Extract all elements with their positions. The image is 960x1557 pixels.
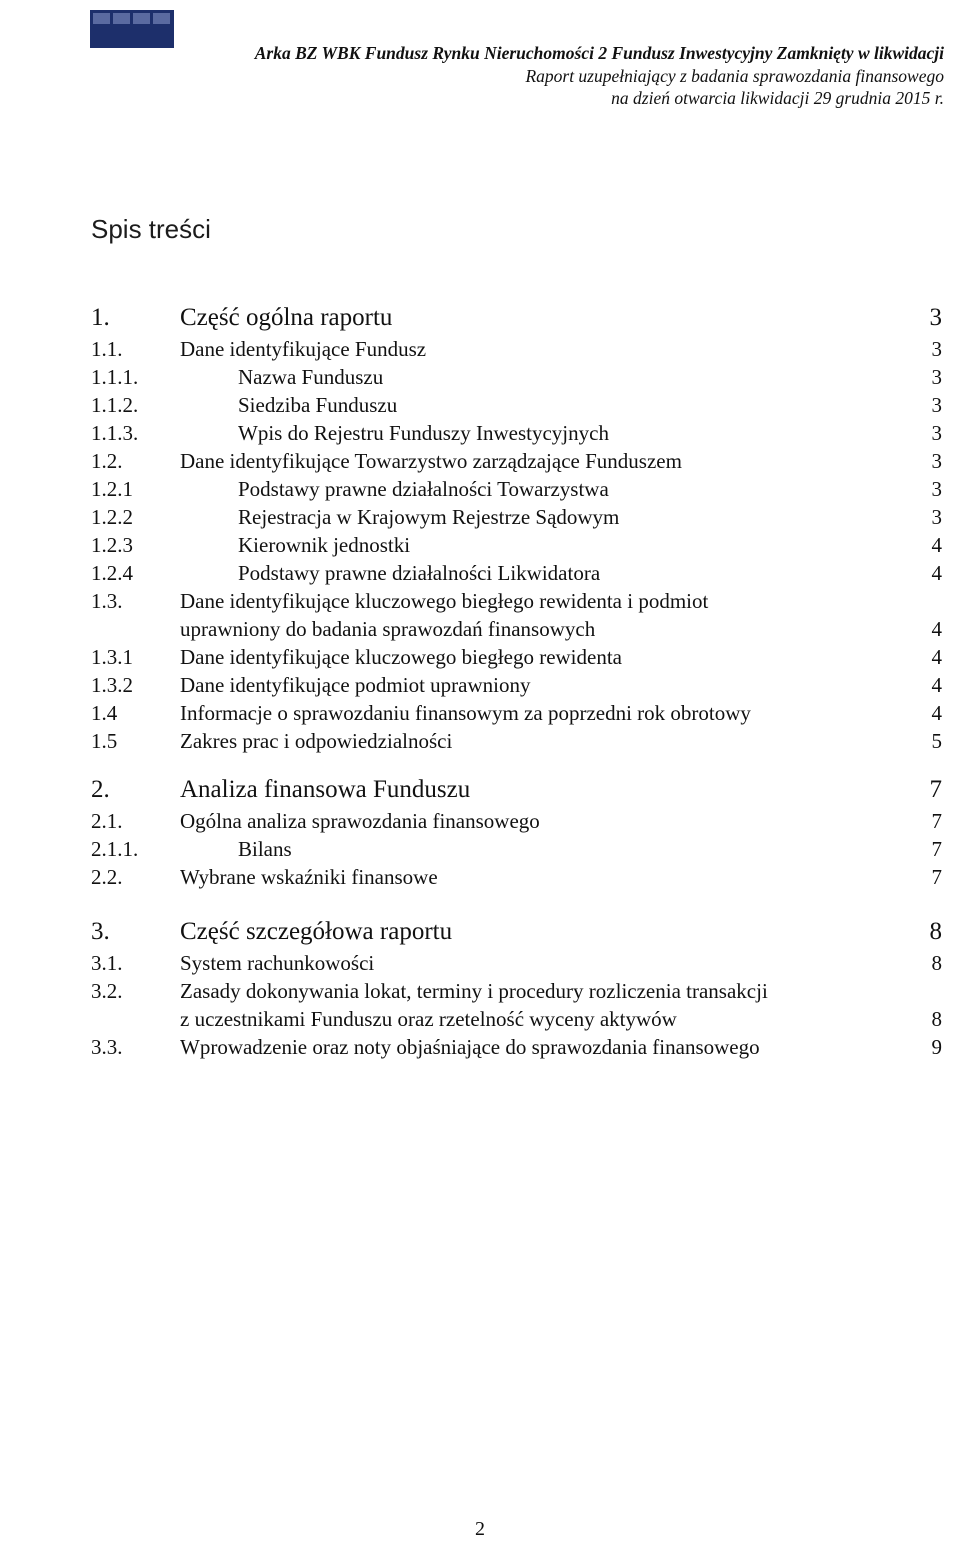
toc-entry-page: 7 bbox=[931, 809, 942, 833]
toc-entry-title-line2: z uczestnikami Funduszu oraz rzetelność wyceny aktywów bbox=[180, 1007, 677, 1031]
toc-entry-page: 4 bbox=[931, 561, 942, 585]
toc-entry-page: 3 bbox=[931, 421, 942, 445]
toc-entry-number: 2.2. bbox=[91, 865, 123, 889]
toc-entry-title: Dane identyfikujące kluczowego biegłego rewidenta i podmiot bbox=[180, 589, 709, 613]
toc-entry-number: 1. bbox=[91, 304, 110, 331]
toc-entry-title-line2: uprawniony do badania sprawozdań finansowych bbox=[180, 617, 596, 641]
toc-entry-number: 2. bbox=[91, 776, 110, 803]
toc-entry-number: 1.3.2 bbox=[91, 673, 133, 697]
toc-entry-number: 1.1.3. bbox=[91, 421, 139, 445]
toc-entry-title: Zasady dokonywania lokat, terminy i procedury rozliczenia transakcji bbox=[180, 979, 768, 1003]
toc-entry-title: Dane identyfikujące Fundusz bbox=[180, 337, 427, 361]
toc-entry-title: Wybrane wskaźniki finansowe bbox=[180, 865, 438, 889]
toc-entry-title: Bilans bbox=[238, 837, 292, 861]
toc-entry-title: Informacje o sprawozdaniu finansowym za poprzedni rok obrotowy bbox=[180, 701, 751, 725]
toc-entry-number: 1.1.1. bbox=[91, 365, 139, 389]
toc-entry-title: Zakres prac i odpowiedzialności bbox=[180, 729, 453, 753]
header-fund-name: Arka BZ WBK Fundusz Rynku Nieruchomości 2 Fundusz Inwestycyjny Zamknięty w likwidacji bbox=[254, 43, 944, 63]
toc-entry-title: Dane identyfikujące podmiot uprawniony bbox=[180, 673, 531, 697]
toc-entry-title: Dane identyfikujące kluczowego biegłego rewidenta bbox=[180, 645, 622, 669]
header-report-date: na dzień otwarcia likwidacji 29 grudnia 2015 r. bbox=[611, 88, 944, 108]
toc-entry-title: Podstawy prawne działalności Likwidatora bbox=[238, 561, 601, 585]
toc-entry-number: 1.4 bbox=[91, 701, 118, 725]
page-number: 2 bbox=[475, 1518, 485, 1540]
toc-entry-number: 2.1.1. bbox=[91, 837, 139, 861]
toc-entry-page: 5 bbox=[931, 729, 942, 753]
toc-entry-title: Część szczegółowa raportu bbox=[180, 918, 453, 945]
toc-entry-number: 1.2. bbox=[91, 449, 123, 473]
toc-entry-title: Dane identyfikujące Towarzystwo zarządzające Funduszem bbox=[180, 449, 682, 473]
toc-entry-number: 1.5 bbox=[91, 729, 118, 753]
toc-entry-page: 4 bbox=[931, 645, 942, 669]
toc-entry-title: Podstawy prawne działalności Towarzystwa bbox=[238, 477, 609, 501]
toc-entry-page: 3 bbox=[931, 365, 942, 389]
toc-entry-title: Kierownik jednostki bbox=[238, 533, 411, 557]
toc-entry-page: 8 bbox=[931, 951, 942, 975]
toc-entry-number: 1.2.1 bbox=[91, 477, 133, 501]
toc-entry-title: Nazwa Funduszu bbox=[238, 365, 384, 389]
toc-entry-number: 1.3. bbox=[91, 589, 123, 613]
kpmg-logo-graphic bbox=[90, 10, 174, 48]
toc-entry-page: 3 bbox=[929, 304, 942, 331]
toc-entry-page: 3 bbox=[931, 477, 942, 501]
toc-entry-page: 3 bbox=[931, 393, 942, 417]
toc-entry-number: 3.1. bbox=[91, 951, 123, 975]
kpmg-logo bbox=[90, 10, 174, 48]
toc-entry-number: 3.3. bbox=[91, 1035, 123, 1059]
toc-entry-page: 4 bbox=[931, 673, 942, 697]
toc-entry-number: 1.2.2 bbox=[91, 505, 133, 529]
toc-entry-page: 3 bbox=[931, 337, 942, 361]
header-report-name: Raport uzupełniający z badania sprawozdania finansowego bbox=[525, 66, 944, 86]
toc-entry-number: 1.1. bbox=[91, 337, 123, 361]
toc-entry-title: Ogólna analiza sprawozdania finansowego bbox=[180, 809, 540, 833]
toc-entry-page: 7 bbox=[931, 837, 942, 861]
toc-entry-number: 1.2.3 bbox=[91, 533, 133, 557]
toc-entry-page: 7 bbox=[931, 865, 942, 889]
toc-entry-title: Rejestracja w Krajowym Rejestrze Sądowym bbox=[238, 505, 620, 529]
toc-entry-page: 8 bbox=[929, 918, 942, 945]
toc-entry-title: Siedziba Funduszu bbox=[238, 393, 398, 417]
toc-entry-page: 4 bbox=[931, 701, 942, 725]
toc-entry-title: Analiza finansowa Funduszu bbox=[180, 776, 471, 803]
toc-entry-title: Wprowadzenie oraz noty objaśniające do sprawozdania finansowego bbox=[180, 1035, 760, 1059]
toc-entry-page: 3 bbox=[931, 505, 942, 529]
toc-entry-page: 4 bbox=[931, 617, 942, 641]
toc-entry-number: 1.2.4 bbox=[91, 561, 133, 585]
toc-entry-number: 2.1. bbox=[91, 809, 123, 833]
toc-title: Spis treści bbox=[91, 214, 211, 244]
toc-entry-title: Część ogólna raportu bbox=[180, 304, 393, 331]
toc-entry-page: 7 bbox=[929, 776, 942, 803]
toc-entry-title: System rachunkowości bbox=[180, 951, 375, 975]
toc-entry-title: Wpis do Rejestru Funduszy Inwestycyjnych bbox=[238, 421, 609, 445]
toc-entry-number: 1.3.1 bbox=[91, 645, 133, 669]
toc-entry-number: 3. bbox=[91, 918, 110, 945]
toc-entry-page: 8 bbox=[931, 1007, 942, 1031]
toc-entry-page: 4 bbox=[931, 533, 942, 557]
toc-entry-number: 1.1.2. bbox=[91, 393, 139, 417]
toc-entry-page: 3 bbox=[931, 449, 942, 473]
toc-entry-page: 9 bbox=[931, 1035, 942, 1059]
toc-entry-number: 3.2. bbox=[91, 979, 123, 1003]
